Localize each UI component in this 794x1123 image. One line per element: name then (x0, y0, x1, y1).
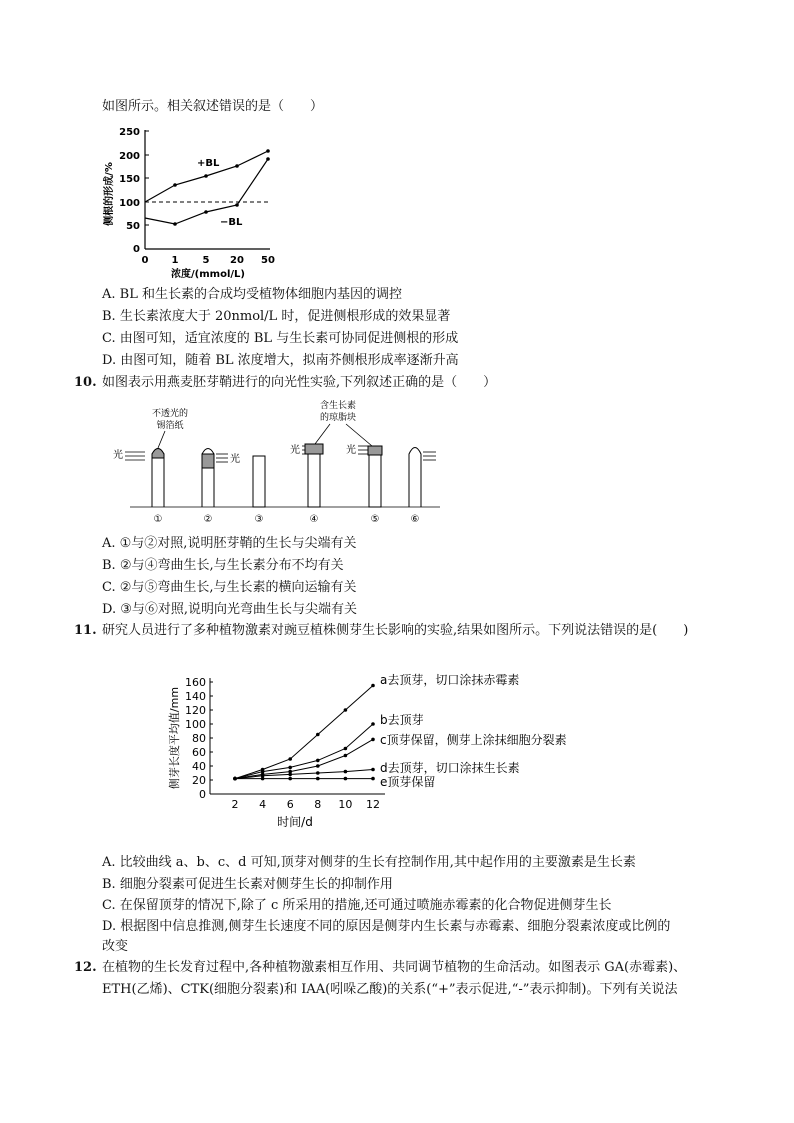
q9-ytick: 50 (126, 221, 140, 232)
q10-item-4: ④ (309, 514, 319, 525)
q9-option-d: D. 由图可知，随着 BL 浓度增大，拟南芥侧根形成率逐渐升高 (102, 353, 459, 368)
q11-series-line-c (235, 739, 373, 778)
q10-figure (110, 396, 450, 530)
q11-point-d (344, 770, 348, 774)
q11-series-label-d: d去顶芽，切口涂抹生长素 (380, 761, 520, 775)
q11-ytick: 80 (192, 732, 206, 745)
q10-option-b: B. ②与④弯曲生长,与生长素分布不均有关 (102, 558, 344, 573)
q11-point-e (316, 777, 320, 781)
q9-xtick: 20 (230, 255, 244, 266)
q11-ytick: 100 (185, 718, 206, 731)
q11-series-label-c: c顶芽保留，侧芽上涂抹细胞分裂素 (380, 733, 567, 747)
q11-point-b (371, 722, 375, 726)
q11-ytick: 140 (185, 690, 206, 703)
q11-point-e (288, 777, 292, 781)
q11-point-a (316, 733, 320, 737)
q11-point-d (371, 768, 375, 772)
q10-light-label: 光 (230, 454, 240, 465)
q9-xlabel: 浓度/(mmol/L) (171, 269, 245, 280)
q11-point-e (371, 777, 375, 781)
q12-line-1: 在植物的生长发育过程中,各种植物激素相互作用、共同调节植物的生命活动。如图表示 GA(赤霉素)、 (102, 960, 687, 975)
q11-point-b (344, 747, 348, 751)
q11-ytick: 20 (192, 774, 206, 787)
q11-number: 11. (74, 623, 97, 638)
q11-series-label-b: b去顶芽 (380, 713, 424, 727)
q10-item-6: ⑥ (410, 514, 420, 525)
q11-point-c (344, 754, 348, 758)
q11-point-c (316, 764, 320, 768)
q11-ytick: 160 (185, 676, 206, 689)
q10-item-2: ② (203, 514, 213, 525)
q9-xtick: 0 (141, 255, 149, 266)
q11-point-c (371, 738, 375, 742)
q10-light-label: 光 (290, 445, 300, 456)
q11-point-a (371, 684, 375, 688)
q9-option-a: A. BL 和生长素的合成均受植物体细胞内基因的调控 (102, 287, 402, 302)
q11-option-c: C. 在保留顶芽的情况下,除了 c 所采用的措施,还可通过喷施赤霉素的化合物促进侧芽生长 (102, 898, 612, 913)
q9-ytick: 250 (119, 127, 140, 138)
q10-item-3: ③ (254, 514, 264, 525)
q10-item-5: ⑤ (370, 514, 380, 525)
q11-option-a: A. 比较曲线 a、b、c、d 可知,顶芽对侧芽的生长有控制作用,其中起作用的主要激素是生长素 (102, 855, 636, 870)
q11-series-label-e: e顶芽保留 (380, 775, 436, 789)
q11-ytick: 60 (192, 746, 206, 759)
q9-xtick: 5 (202, 255, 210, 266)
q11-xtick: 4 (259, 798, 267, 811)
q10-option-c: C. ②与⑤弯曲生长,与生长素的横向运输有关 (102, 580, 357, 595)
q11-series-label-a: a去顶芽，切口涂抹赤霉素 (380, 673, 520, 687)
q10-light-label: 光 (113, 450, 123, 461)
q11-ylabel: 侧芽长度平均值/mm (168, 686, 181, 790)
q9-label-plus-bl: +BL (197, 158, 220, 169)
q11-point-a (344, 708, 348, 712)
q10-label-foil: 不透光的 (151, 409, 189, 419)
q10-item-1: ① (153, 514, 163, 525)
q10-label-foil-2: 锡箔纸 (156, 421, 184, 431)
q11-point-a (288, 757, 292, 761)
q11-point-e (261, 777, 265, 781)
q11-point-e (344, 777, 348, 781)
q11-point-e (233, 777, 237, 781)
q9-ytick: 0 (133, 244, 140, 255)
q10-stem: 如图表示用燕麦胚芽鞘进行的向光性实验,下列叙述正确的是（ ） (102, 375, 497, 390)
q9-option-b: B. 生长素浓度大于 20nmol/L 时，促进侧根形成的效果显著 (102, 309, 451, 324)
q11-series-line-a (235, 686, 373, 779)
q12-number: 12. (74, 960, 97, 975)
q11-series-line-d (235, 770, 373, 779)
q11-xtick: 10 (338, 798, 353, 811)
q11-point-d (316, 771, 320, 775)
q11-ytick: 40 (192, 760, 206, 773)
q11-xtick: 6 (286, 798, 294, 811)
q9-xtick: 1 (171, 255, 179, 266)
q11-point-b (288, 766, 292, 770)
q9-xtick: 50 (261, 255, 275, 266)
q11-xtick: 2 (231, 798, 239, 811)
q9-ylabel: 侧根的形成/% (104, 162, 115, 226)
q11-point-d (288, 773, 292, 777)
q10-label-agar-2: 的琼脂块 (319, 413, 357, 423)
q10-label-agar: 含生长素 (319, 401, 357, 411)
q9-ytick: 100 (119, 198, 140, 209)
q11-stem: 研究人员进行了多种植物激素对豌豆植株侧芽生长影响的实验,结果如图所示。下列说法错误的是( ) (102, 623, 689, 638)
q9-ytick: 200 (119, 151, 140, 162)
q10-number: 10. (74, 375, 97, 390)
q9-option-c: C. 由图可知，适宜浓度的 BL 与生长素可协同促进侧根的形成 (102, 331, 459, 346)
q11-xtick: 8 (314, 798, 322, 811)
q10-light-label: 光 (346, 445, 356, 456)
q12-line-2: ETH(乙烯)、CTK(细胞分裂素)和 IAA(吲哚乙酸)的关系(“+”表示促进,“-”表示抑制)。下列有关说法 (102, 982, 678, 997)
q9-figure (100, 122, 290, 282)
q11-ytick: 120 (185, 704, 206, 717)
q9-stem: 如图所示。相关叙述错误的是（ ） (102, 99, 324, 114)
q11-xtick: 12 (366, 798, 380, 811)
q9-ytick: 150 (119, 174, 140, 185)
q10-option-d: D. ③与⑥对照,说明向光弯曲生长与尖端有关 (102, 602, 358, 617)
q11-option-b: B. 细胞分裂素可促进生长素对侧芽生长的抑制作用 (102, 877, 393, 892)
q9-label-minus-bl: −BL (220, 217, 243, 228)
q11-xlabel: 时间/d (277, 815, 313, 829)
q11-option-d-cont: 改变 (102, 939, 129, 954)
q11-ytick: 0 (199, 788, 206, 801)
q11-chart (160, 668, 630, 838)
q10-option-a: A. ①与②对照,说明胚芽鞘的生长与尖端有关 (102, 536, 357, 551)
q11-option-d: D. 根据图中信息推测,侧芽生长速度不同的原因是侧芽内生长素与赤霉素、细胞分裂素浓度或比例的 (102, 919, 671, 934)
q11-point-b (316, 759, 320, 763)
